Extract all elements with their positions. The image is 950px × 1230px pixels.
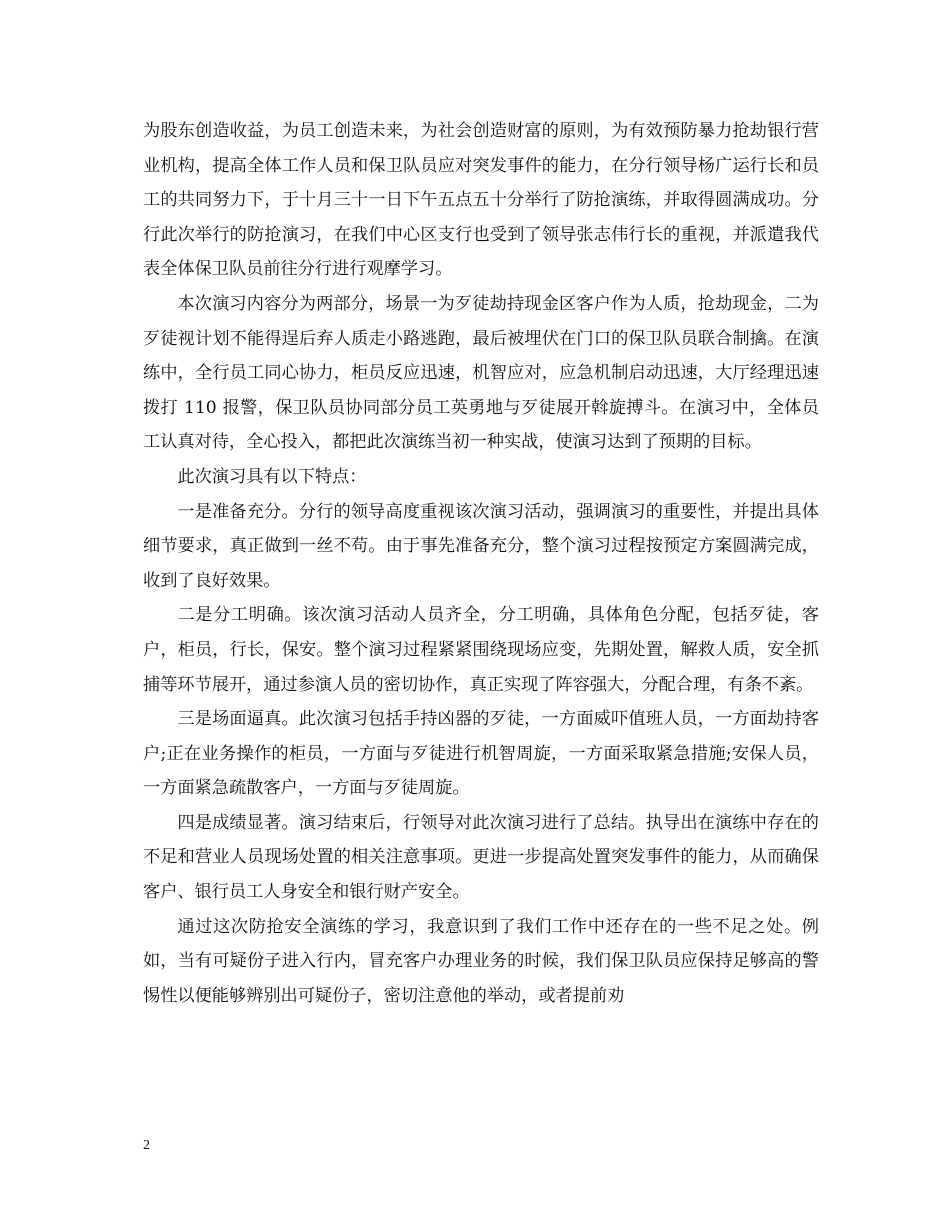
paragraph-1: 为股东创造收益，为员工创造未来，为社会创造财富的原则，为有效预防暴力抢劫银行营业机构，提高全体工作人员和保卫队员应对突发事件的能力，在分行领导杨广运行长和员工的共同努力下，于十月三十一日下午五点五十分举行了防抢演练，并取得圆满成功。分行此次举行的防抢演习，在我们中心区支行也受到了领导张志伟行长的重视，并派遣我代表全体保卫队员前往分行进行观摩学习。 (143, 121, 819, 280)
paragraph-4: 一是准备充分。分行的领导高度重视该次演习活动，强调演习的重要性，并提出具体细节要求，真正做到一丝不苟。由于事先准备充分，整个演习过程按预定方案圆满完成，收到了良好效果。 (143, 501, 819, 591)
paragraph-8: 通过这次防抢安全演练的学习，我意识到了我们工作中还存在的一些不足之处。例如，当有可疑份子进入行内，冒充客户办理业务的时候，我们保卫队员应保持足够高的警惕性以便能够辨别出可疑份子，密切注意他的举动，或者提前劝 (143, 916, 819, 1006)
paragraph-6: 三是场面逼真。此次演习包括手持凶器的歹徒，一方面威吓值班人员，一方面劫持客户;正在业务操作的柜员，一方面与歹徒进行机智周旋，一方面采取紧急措施;安保人员，一方面紧急疏散客户，一方面与歹徒周旋。 (143, 709, 819, 799)
paragraph-5: 二是分工明确。该次演习活动人员齐全，分工明确，具体角色分配，包括歹徒，客户，柜员，行长，保安。整个演习过程紧紧围绕现场应变，先期处置，解救人质，安全抓捕等环节展开，通过参演人员的密切协作，真正实现了阵容强大，分配合理，有条不紊。 (143, 605, 819, 695)
page-number: 2 (143, 1138, 150, 1153)
document-body (143, 114, 819, 1013)
paragraph-3: 此次演习具有以下特点： (177, 466, 367, 487)
paragraph-7: 四是成绩显著。演习结束后，行领导对此次演习进行了总结。执导出在演练中存在的不足和营业人员现场处置的相关注意事项。更进一步提高处置突发事件的能力，从而确保客户、银行员工人身安全和银行财产安全。 (143, 812, 819, 903)
paragraph-2: 本次演习内容分为两部分，场景一为歹徒劫持现金区客户作为人质，抢劫现金，二为歹徒视计划不能得逞后弃人质走小路逃跑，最后被埋伏在门口的保卫队员联合制擒。在演练中，全行员工同心协力，柜员反应迅速，机智应对，应急机制启动迅速，大厅经理迅速拨打 110 报警，保卫队员协同部分员工英勇地与歹徒展开斡旋搏斗。在演习中，全体员工认真对待，全心投入，都把此次演练当初一种实战，使演习达到了预期的目标。 (143, 293, 819, 453)
